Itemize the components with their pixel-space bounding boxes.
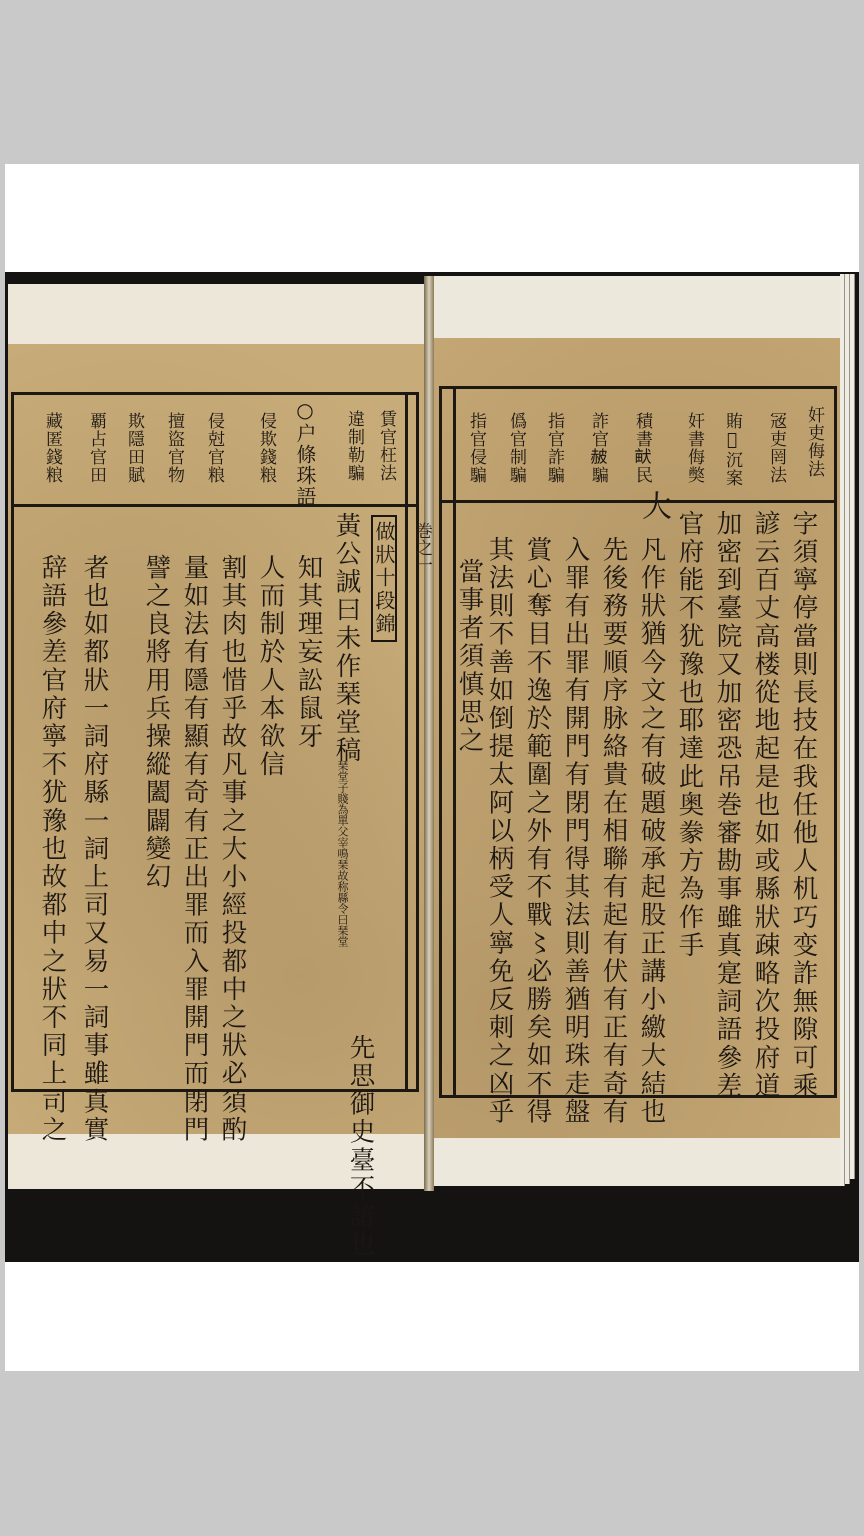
- right-text-col-10: 當事者須慎思之: [454, 558, 485, 755]
- section-label-box: 做狀十段錦: [371, 515, 397, 642]
- left-index-item-6: 覇占官田: [86, 412, 106, 484]
- right-index-item-4: 奸書侮獘: [684, 412, 704, 484]
- left-index-top-2: 違制勒騙: [344, 410, 364, 482]
- right-index-item-1: 奸吏侮法: [804, 406, 824, 478]
- right-text-col-5: 凡作狀猶今文之有破題破承起股正講小繳大結也: [636, 536, 667, 1127]
- right-index-item-2: 㓂吏罔法: [766, 412, 786, 484]
- right-text-col-8: 賞心奪目不逸於範圍之外有不戰〻必勝矣如不得: [522, 536, 553, 1127]
- author-note: 琹堂子賤為單父宰鳴琹故称縣令曰琹堂: [336, 760, 349, 947]
- left-index-item-5: 欺隱田賦: [124, 412, 144, 484]
- left-index-item-2: 侵欺錢粮: [256, 412, 276, 484]
- left-index-item-3: 侵尅官粮: [204, 412, 224, 484]
- book-gutter: [424, 276, 434, 1191]
- right-text-col-2: 諺云百丈高楼從地起是也如或縣狀疎略次投府道: [750, 510, 781, 1101]
- author-line: 黃公誠曰未作琹堂稿: [331, 512, 362, 765]
- left-text-col-4: 割其肉也惜乎故凡事之大小經投都中之狀必須酌: [217, 554, 248, 1145]
- left-text-col-8: 辞語參差官府寧不犹豫也故都中之狀不同上司之: [37, 554, 68, 1145]
- book-scan-photo: [5, 272, 859, 1262]
- right-text-col-7: 入罪有出罪有開門有閉門得其法則善猶明珠走盤: [560, 536, 591, 1127]
- page-stack-edge: [850, 274, 855, 1179]
- right-text-col-9: 其法則不善如倒提太阿以柄受人寧免反刺之凶乎: [484, 536, 515, 1127]
- right-index-item-9: 指官侵騙: [466, 412, 486, 484]
- right-index-item-8: 僞官制騙: [506, 412, 526, 484]
- left-text-col-6: 譬之良將用兵操縱闔闢變幻: [141, 554, 172, 892]
- left-index-item-4: 擅盜官物: [164, 412, 184, 484]
- left-index-top-1: 賃官枉法: [376, 410, 396, 482]
- left-text-col-3: 人而制於人本欲信: [255, 554, 286, 779]
- left-header-divider: [11, 504, 419, 507]
- right-text-col-6: 先後務要順序脉絡貴在相聯有起有伏有正有奇有: [598, 536, 629, 1127]
- left-margin-title: 巻之一: [412, 522, 432, 573]
- left-text-col-5: 量如法有隱有顯有奇有正出罪而入罪開門而閉門: [179, 554, 210, 1145]
- right-index-item-3: 賄𧴩沉案: [722, 412, 742, 487]
- right-text-col-3: 加密到臺院又加密恐吊巻審勘事雖真寔詞語參差: [712, 510, 743, 1101]
- left-index-item-1: ○户條珠語: [293, 398, 317, 507]
- right-text-col-1: 字須寧停當則長技在我任他人机巧变詐無隙可乘: [788, 510, 819, 1101]
- left-margin-rule: [405, 392, 408, 1092]
- right-text-col-4: 官府能不犹豫也耶達此奥豢方為作手: [674, 510, 705, 960]
- left-index-item-7: 藏匿錢粮: [42, 412, 62, 484]
- right-index-item-5: 積書𤱶民: [632, 412, 652, 484]
- left-text-col-1: 先思御史臺不諳也: [345, 1034, 376, 1259]
- right-index-item-7: 指官詐騙: [544, 412, 564, 484]
- right-index-item-6: 詐官𧹞騙: [588, 412, 608, 484]
- left-text-col-7: 者也如都狀一詞府縣一詞上司又易一詞事雖真實: [79, 554, 110, 1145]
- right-heading: 大: [636, 490, 671, 523]
- left-text-col-2: 知其理妄訟鼠牙: [293, 554, 324, 751]
